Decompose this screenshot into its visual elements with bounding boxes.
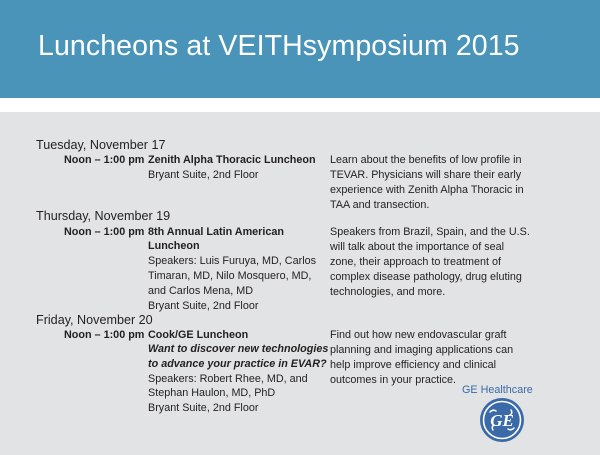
event-description-line: technologies, and more. <box>330 286 446 298</box>
time-slot: Noon – 1:00 pm <box>64 329 145 341</box>
divider-band <box>0 98 600 112</box>
time-slot: Noon – 1:00 pm <box>64 154 145 166</box>
event-description-line: planning and imaging applications can <box>330 344 514 356</box>
event-description-line: Find out how new endovascular graft <box>330 329 507 341</box>
day-heading-friday: Friday, November 20 <box>36 313 153 327</box>
event-location: Bryant Suite, 2nd Floor <box>148 169 259 181</box>
event-description-line: experience with Zenith Alpha Thoracic in <box>330 184 524 196</box>
event-location: Bryant Suite, 2nd Floor <box>148 300 259 312</box>
event-description-line: TEVAR. Physicians will share their early <box>330 169 522 181</box>
time-slot: Noon – 1:00 pm <box>64 226 145 238</box>
day-heading-thursday: Thursday, November 19 <box>36 209 171 223</box>
event-description-line: complex disease pathology, drug eluting <box>330 271 522 283</box>
event-speakers: Speakers: Luis Furuya, MD, Carlos <box>148 255 317 267</box>
sponsor-label: GE Healthcare <box>462 384 533 396</box>
event-description-line: outcomes in your practice. <box>330 374 457 386</box>
event-prompt: to advance your practice in EVAR? <box>148 358 327 370</box>
page-title: Luncheons at VEITHsymposium 2015 <box>38 30 520 62</box>
event-location: Bryant Suite, 2nd Floor <box>148 402 259 414</box>
event-speakers: and Carlos Mena, MD <box>148 285 254 297</box>
svg-text:GE: GE <box>490 411 514 430</box>
header-banner <box>0 0 600 98</box>
event-description-line: Learn about the benefits of low profile in <box>330 154 522 166</box>
event-title: Luncheon <box>148 240 200 252</box>
event-description-line: will talk about the importance of seal <box>330 241 505 253</box>
event-speakers: Stephan Haulon, MD, PhD <box>148 387 276 399</box>
event-title: 8th Annual Latin American <box>148 226 284 238</box>
event-description-line: Speakers from Brazil, Spain, and the U.S. <box>330 226 530 238</box>
event-title: Cook/GE Luncheon <box>148 329 249 341</box>
event-description-line: zone, their approach to treatment of <box>330 256 502 268</box>
event-speakers: Speakers: Robert Rhee, MD, and <box>148 373 308 385</box>
event-prompt: Want to discover new technologies <box>148 343 329 355</box>
event-description-line: help improve efficiency and clinical <box>330 359 497 371</box>
event-description-line: TAA and transection. <box>330 199 430 211</box>
event-title: Zenith Alpha Thoracic Luncheon <box>148 154 316 166</box>
day-heading-tuesday: Tuesday, November 17 <box>36 138 166 152</box>
event-speakers: Timaran, MD, Nilo Mosquero, MD, <box>148 270 312 282</box>
ge-monogram-icon <box>479 397 525 443</box>
